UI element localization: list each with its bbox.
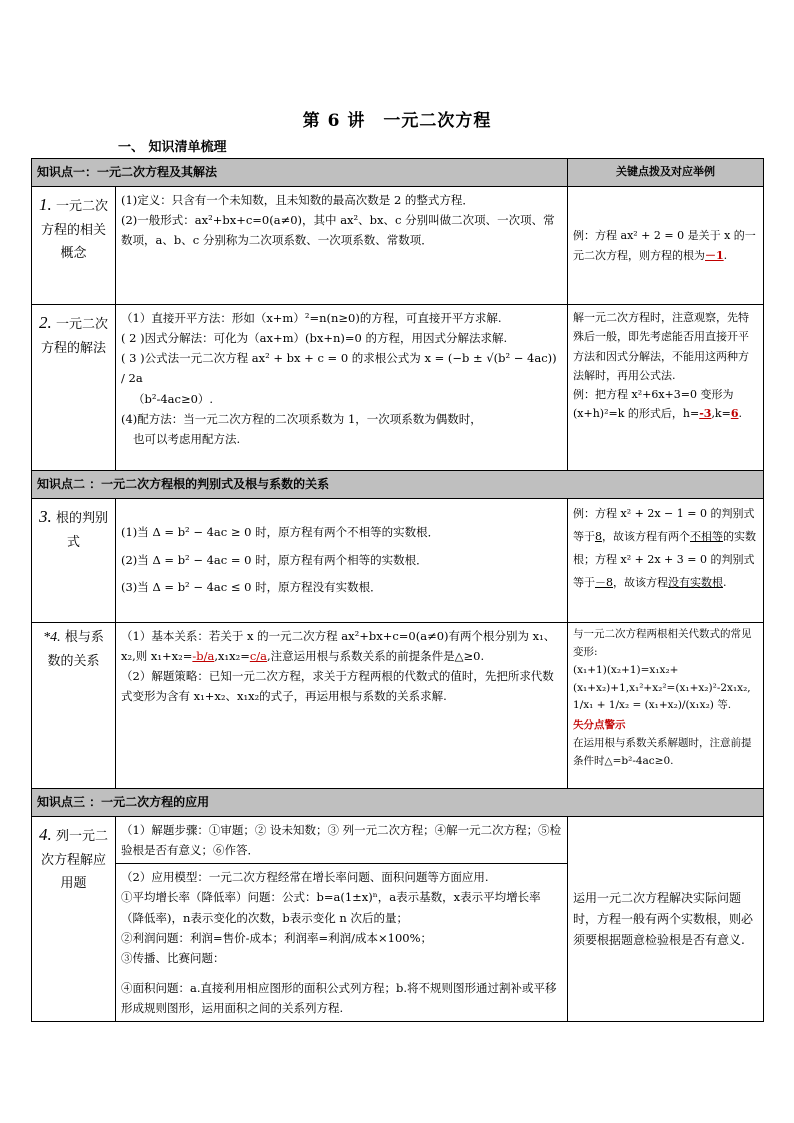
knowledge-table: [31, 158, 764, 1022]
definition-text: (1)定义：只含有一个未知数，且未知数的最高次数是 2 的整式方程．: [121, 193, 474, 207]
h-answer: -3: [699, 407, 712, 421]
example-end: .: [723, 576, 727, 590]
section-heading: 一、 知识清单梳理: [118, 140, 227, 155]
note-cell: [568, 305, 764, 471]
content-cell: [116, 499, 568, 623]
row-label-text: 一元二次方程的相关概念: [40, 199, 108, 261]
vieta-text-b: ,x₁x₂=: [214, 649, 250, 664]
page-title: 第 6 讲 一元二次方程: [302, 111, 492, 131]
variation-formulas: (x₁+1)(x₂+1)=x₁x₂+(x₁+x₂)+1,x₁²+x₂²=(x₁+x₂)²-2x₁x₂, 1/x₁ + 1/x₂ = (x₁+x₂)/(x₁x₂) 等.: [573, 663, 751, 712]
row-label-text: 根与系数的关系: [47, 630, 104, 669]
kp2-header: 知识点二 ：一元二次方程根的判别式及根与系数的关系: [32, 471, 764, 499]
example-text: 例：把方程 x²+6x+3=0 变形为(x+h)²=k 的形式后，h=: [573, 388, 734, 421]
row-label-text: 列一元二次方程解应用题: [40, 829, 108, 891]
example-cell: [568, 187, 764, 305]
root-kind-1: 不相等: [690, 530, 724, 544]
sum-answer: -b/a: [192, 649, 215, 664]
model-intro: （2）应用模型：一元二次方程经常在增长率问题、面积问题等方面应用.: [121, 870, 489, 885]
method-factor: ( 2 )因式分解法：可化为（ax+m）(bx+n)=0 的方程，用因式分解法求解.: [121, 331, 508, 346]
row-label-text: 根的判别式: [55, 511, 108, 550]
discriminant-positive: (1)当 Δ = b² − 4ac ≥ 0 时，原方程有两个不相等的实数根．: [121, 525, 440, 540]
row-number: *4.: [43, 630, 61, 645]
method-complete-square: (4)配方法：当一元二次方程的二次项系数为 1，一次项系数为偶数时，: [121, 411, 482, 426]
table-row: [32, 623, 764, 789]
vieta-text-a: （1）基本关系：若关于 x 的一元二次方程 ax²+bx+c=0(a≠0)有两个根分别为 x₁、x₂,则 x₁+x₂=: [121, 629, 556, 664]
model-spread: ③传播、比赛问题：: [121, 950, 225, 965]
example-suffix: .: [738, 407, 742, 421]
discriminant-negative: (3)当 Δ = b² − 4ac ≤ 0 时，原方程没有实数根．: [121, 580, 382, 595]
vieta-strategy: （2）解题策略：已知一元二次方程，求关于方程两根的代数式的值时，先把所求代数式变形为含有 x₁+x₂、x₁x₂的式子，再运用根与系数的关系求解.: [121, 669, 554, 704]
example-text: 例：方程 ax² + 2 = 0 是关于 x 的一元二次方程，则方程的根为: [573, 229, 756, 262]
row-label: [32, 499, 116, 623]
content-cell: [116, 187, 568, 305]
row-label: [32, 623, 116, 789]
discriminant-value-2: －8: [595, 576, 614, 590]
warning-title: 失分点警示: [573, 719, 626, 732]
note-text: 解一元二次方程时，注意观察，先特殊后一般，即先考虑能否用直接开平方法和因式分解法，不能用这两种方法解时，再用公式法.: [573, 311, 750, 382]
kp3-header-row: [32, 789, 764, 817]
row-label: [32, 187, 116, 305]
variation-intro: 与一元二次方程两根相关代数式的常见变形:: [573, 628, 752, 658]
table-row: [32, 305, 764, 471]
row-number: 3.: [39, 507, 52, 526]
row-label: [32, 817, 116, 1022]
method-sqrt: （1）直接开平方法：形如（x+m）²=n(n≥0)的方程，可直接开平方求解.: [121, 311, 502, 325]
row-number: 1.: [39, 195, 52, 214]
example-answer: －1: [705, 248, 724, 262]
method-formula: ( 3 )公式法一元二次方程 ax² + bx + c = 0 的求根公式为 x = (−b ± √(b² − 4ac)) / 2a: [121, 351, 557, 386]
model-growth-rate: ①平均增长率（降低率）问题：公式：b=a(1±x)ⁿ，a表示基数，x表示平均增长率（降低率)，n表示变化的次数，b表示变化 n 次后的量；: [121, 890, 541, 925]
content-cell: [116, 623, 568, 789]
kp1-header-row: [32, 159, 764, 187]
example-cell: [568, 499, 764, 623]
product-answer: c/a: [249, 649, 268, 664]
note-cell: [568, 623, 764, 789]
row-label: [32, 305, 116, 471]
vieta-basic: [121, 626, 562, 666]
note-text: 运用一元二次方程解决实际问题时，方程一般有两个实数根，则必须要根据题意检验根是否有意义.: [573, 890, 754, 947]
model-profit: ②利润问题：利润=售价-成本；利润率=利润/成本×100%；: [121, 930, 433, 945]
example-text-mid: ，故该方程有两个: [602, 530, 691, 544]
models-cell: [116, 864, 568, 1022]
table-row: [32, 187, 764, 305]
kp3-header: 知识点三 ：一元二次方程的应用: [32, 789, 764, 817]
row-label-text: 一元二次方程的解法: [40, 317, 108, 356]
model-area: ④面积问题：a.直接利用相应图形的面积公式列方程；b.将不规则图形通过割补或平移形成规则图形，运用面积之间的关系列方程.: [121, 980, 557, 1015]
kp1-header: 知识点一：一元二次方程及其解法: [32, 159, 568, 187]
example-text-suffix: 的实数根；方程 x² + 2x + 3 = 0 的判别式等于: [573, 530, 757, 590]
kp2-header-row: [32, 471, 764, 499]
discriminant-zero: (2)当 Δ = b² − 4ac = 0 时，原方程有两个相等的实数根．: [121, 552, 428, 567]
general-form-text: (2)一般形式：ax²+bx+c=0(a≠0)，其中 ax²、bx、c 分别叫做二次项、一次项、常数项，a、b、c 分别称为二次项系数、一次项系数、常数项．: [121, 213, 555, 248]
vieta-text-c: ,注意运用根与系数关系的前提条件是△≥0.: [267, 649, 485, 664]
steps-cell: （1）解题步骤：①审题；② 设未知数；③ 列一元二次方程；④解一元二次方程；⑤检验根是否有意义；⑥作答．: [116, 817, 568, 864]
content-cell: [116, 305, 568, 471]
example-suffix: .: [723, 248, 728, 262]
key-points-header: 关键点拨及对应举例: [568, 159, 764, 187]
note-cell: [568, 817, 764, 1022]
root-kind-2: 没有实数根: [668, 576, 724, 590]
warning-text: 在运用根与系数关系解题时，注意前提条件时△=b²-4ac≥0.: [573, 737, 752, 767]
k-prefix: ,k=: [711, 407, 731, 421]
row-number: 4.: [39, 825, 52, 844]
discriminant-value-1: 8: [595, 530, 603, 544]
table-row: [32, 817, 764, 864]
k-answer: 6: [730, 407, 739, 421]
row-number: 2.: [39, 313, 52, 332]
method-complete-square-cont: 也可以考虑用配方法.: [133, 431, 241, 446]
example-text: 例：方程 x² + 2x − 1 = 0 的判别式等于: [573, 507, 755, 544]
table-row: [32, 499, 764, 623]
example-text-mid-2: ，故该方程: [613, 576, 669, 590]
method-formula-condition: （b²-4ac≥0）.: [133, 391, 214, 406]
